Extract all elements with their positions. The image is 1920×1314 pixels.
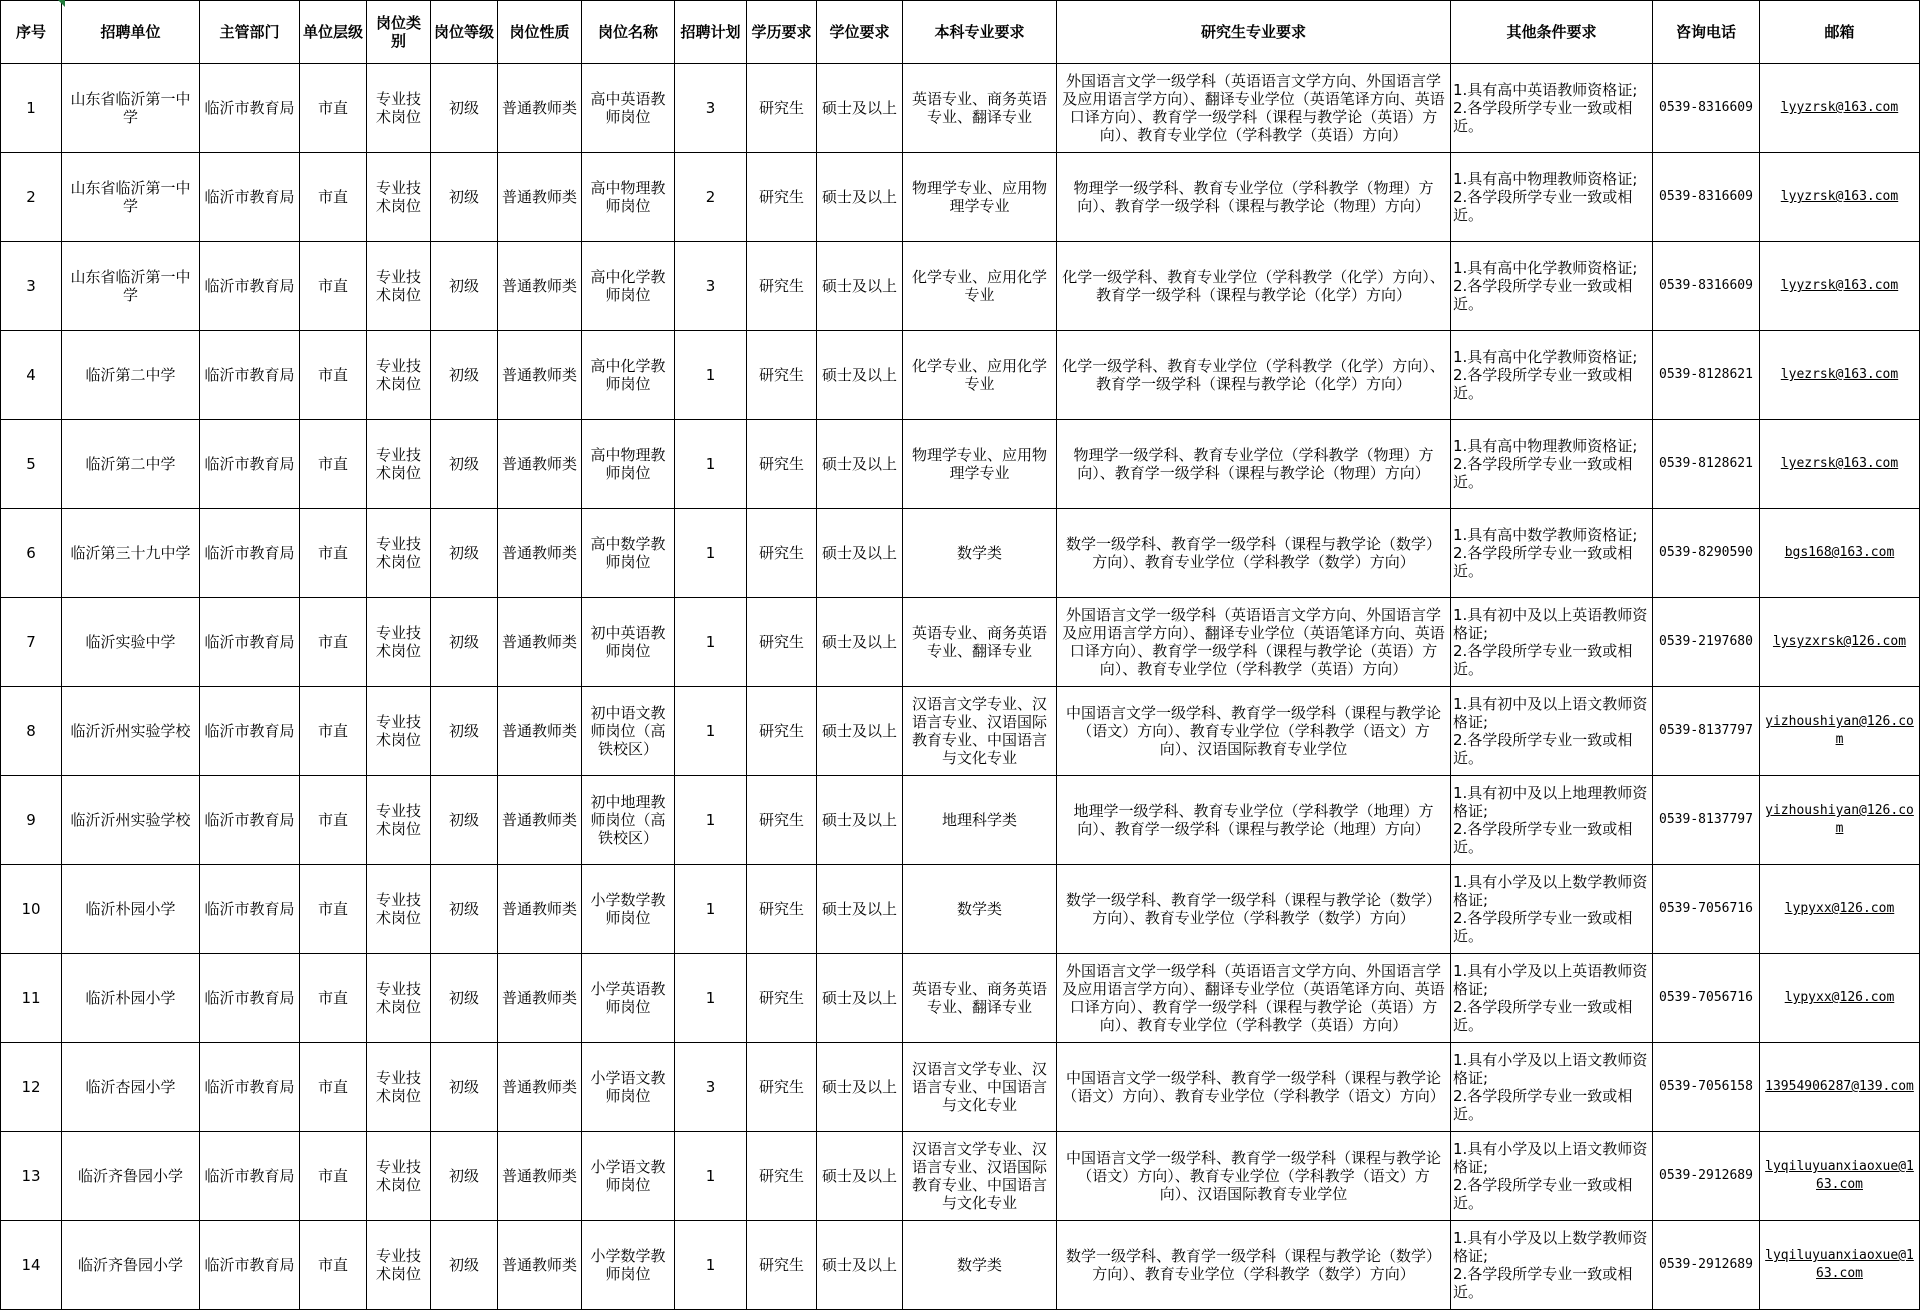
cell-degree[interactable]: 硕士及以上 (817, 776, 903, 865)
cell-phone[interactable]: 0539-8316609 (1653, 242, 1760, 331)
cell-grade[interactable]: 初级 (431, 242, 498, 331)
cell-other[interactable]: 1.具有高中物理教师资格证; 2.各学段所学专业一致或相近。 (1451, 153, 1653, 242)
cell-category[interactable]: 专业技术岗位 (367, 1132, 431, 1221)
cell-phone[interactable]: 0539-8137797 (1653, 687, 1760, 776)
cell-grade[interactable]: 初级 (431, 687, 498, 776)
cell-nature[interactable]: 普通教师类 (498, 865, 582, 954)
cell-unit[interactable]: 临沂齐鲁园小学 (62, 1132, 200, 1221)
cell-plan[interactable]: 1 (675, 598, 747, 687)
cell-other[interactable]: 1.具有小学及以上语文教师资格证; 2.各学段所学专业一致或相近。 (1451, 1043, 1653, 1132)
cell-grad[interactable]: 外国语言文学一级学科（英语语言文学方向、外国语言学及应用语言学方向）、翻译专业学位（英语笔译方向、英语口译方向）、教育学一级学科（课程与教学论（英语）方向）、教育专业学位（学科教学（英语）方向） (1057, 598, 1451, 687)
cell-edu[interactable]: 研究生 (747, 598, 817, 687)
header-cell[interactable]: 研究生专业要求 (1057, 1, 1451, 64)
cell-plan[interactable]: 2 (675, 153, 747, 242)
cell-dept[interactable]: 临沂市教育局 (200, 1043, 300, 1132)
cell-unit[interactable]: 临沂第二中学 (62, 420, 200, 509)
cell-category[interactable]: 专业技术岗位 (367, 64, 431, 153)
cell-email[interactable]: lyyzrsk@163.com (1760, 242, 1920, 331)
table-row (1, 242, 1920, 331)
cell-undergrad[interactable]: 地理科学类 (903, 776, 1057, 865)
cell-email[interactable]: lypyxx@126.com (1760, 865, 1920, 954)
cell-degree[interactable]: 硕士及以上 (817, 1043, 903, 1132)
cell-category[interactable]: 专业技术岗位 (367, 153, 431, 242)
cell-other[interactable]: 1.具有初中及以上语文教师资格证; 2.各学段所学专业一致或相近。 (1451, 687, 1653, 776)
cell-email[interactable]: lyezrsk@163.com (1760, 420, 1920, 509)
cell-undergrad[interactable]: 数学类 (903, 865, 1057, 954)
cell-position[interactable]: 小学英语教师岗位 (582, 954, 675, 1043)
cell-phone[interactable]: 0539-2912689 (1653, 1221, 1760, 1310)
cell-nature[interactable]: 普通教师类 (498, 242, 582, 331)
cell-plan[interactable]: 1 (675, 331, 747, 420)
table-row (1, 153, 1920, 242)
cell-phone[interactable]: 0539-8128621 (1653, 331, 1760, 420)
cell-position[interactable]: 小学语文教师岗位 (582, 1043, 675, 1132)
cell-edu[interactable]: 研究生 (747, 64, 817, 153)
cell-grad[interactable]: 化学一级学科、教育专业学位（学科教学（化学）方向）、教育学一级学科（课程与教学论（化学）方向） (1057, 242, 1451, 331)
cell-unit[interactable]: 山东省临沂第一中学 (62, 242, 200, 331)
header-cell[interactable]: 本科专业要求 (903, 1, 1057, 64)
table-row (1, 1132, 1920, 1221)
cell-dept[interactable]: 临沂市教育局 (200, 598, 300, 687)
cell-unit[interactable]: 临沂杏园小学 (62, 1043, 200, 1132)
cell-plan[interactable]: 1 (675, 1132, 747, 1221)
cell-level[interactable]: 市直 (300, 153, 367, 242)
cell-level[interactable]: 市直 (300, 242, 367, 331)
cell-email[interactable]: lyyzrsk@163.com (1760, 64, 1920, 153)
cell-undergrad[interactable]: 数学类 (903, 1221, 1057, 1310)
cell-dept[interactable]: 临沂市教育局 (200, 776, 300, 865)
cell-nature[interactable]: 普通教师类 (498, 1221, 582, 1310)
cell-grade[interactable]: 初级 (431, 509, 498, 598)
cell-degree[interactable]: 硕士及以上 (817, 865, 903, 954)
cell-position[interactable]: 高中数学教师岗位 (582, 509, 675, 598)
cell-other[interactable]: 1.具有高中化学教师资格证; 2.各学段所学专业一致或相近。 (1451, 242, 1653, 331)
cell-level[interactable]: 市直 (300, 687, 367, 776)
cell-nature[interactable]: 普通教师类 (498, 153, 582, 242)
header-cell[interactable]: 招聘单位 (62, 1, 200, 64)
cell-no[interactable]: 10 (1, 865, 62, 954)
cell-grad[interactable]: 物理学一级学科、教育专业学位（学科教学（物理）方向）、教育学一级学科（课程与教学论（物理）方向） (1057, 420, 1451, 509)
cell-level[interactable]: 市直 (300, 598, 367, 687)
cell-grade[interactable]: 初级 (431, 598, 498, 687)
cell-undergrad[interactable]: 汉语言文学专业、汉语言专业、汉语国际教育专业、中国语言与文化专业 (903, 1132, 1057, 1221)
cell-no[interactable]: 14 (1, 1221, 62, 1310)
cell-nature[interactable]: 普通教师类 (498, 64, 582, 153)
cell-no[interactable]: 6 (1, 509, 62, 598)
cell-other[interactable]: 1.具有高中数学教师资格证; 2.各学段所学专业一致或相近。 (1451, 509, 1653, 598)
cell-edu[interactable]: 研究生 (747, 687, 817, 776)
cell-dept[interactable]: 临沂市教育局 (200, 509, 300, 598)
cell-position[interactable]: 高中化学教师岗位 (582, 242, 675, 331)
cell-phone[interactable]: 0539-8290590 (1653, 509, 1760, 598)
cell-grade[interactable]: 初级 (431, 776, 498, 865)
cell-grad[interactable]: 中国语言文学一级学科、教育学一级学科（课程与教学论（语文）方向）、教育专业学位（学科教学（语文）方向）、汉语国际教育专业学位 (1057, 687, 1451, 776)
cell-grad[interactable]: 中国语言文学一级学科、教育学一级学科（课程与教学论（语文）方向）、教育专业学位（学科教学（语文）方向） (1057, 1043, 1451, 1132)
cell-nature[interactable]: 普通教师类 (498, 776, 582, 865)
cell-degree[interactable]: 硕士及以上 (817, 420, 903, 509)
cell-grad[interactable]: 中国语言文学一级学科、教育学一级学科（课程与教学论（语文）方向）、教育专业学位（学科教学（语文）方向）、汉语国际教育专业学位 (1057, 1132, 1451, 1221)
cell-nature[interactable]: 普通教师类 (498, 1132, 582, 1221)
cell-degree[interactable]: 硕士及以上 (817, 954, 903, 1043)
cell-unit[interactable]: 临沂第三十九中学 (62, 509, 200, 598)
cell-email[interactable]: bgs168@163.com (1760, 509, 1920, 598)
cell-plan[interactable]: 1 (675, 1221, 747, 1310)
header-cell[interactable]: 邮箱 (1760, 1, 1920, 64)
header-cell[interactable]: 咨询电话 (1653, 1, 1760, 64)
cell-grad[interactable]: 化学一级学科、教育专业学位（学科教学（化学）方向）、教育学一级学科（课程与教学论（化学）方向） (1057, 331, 1451, 420)
cell-degree[interactable]: 硕士及以上 (817, 242, 903, 331)
cell-no[interactable]: 11 (1, 954, 62, 1043)
cell-unit[interactable]: 山东省临沂第一中学 (62, 153, 200, 242)
cell-level[interactable]: 市直 (300, 776, 367, 865)
cell-other[interactable]: 1.具有初中及以上英语教师资格证; 2.各学段所学专业一致或相近。 (1451, 598, 1653, 687)
table-row (1, 331, 1920, 420)
cell-position[interactable]: 小学数学教师岗位 (582, 865, 675, 954)
cell-category[interactable]: 专业技术岗位 (367, 954, 431, 1043)
header-cell[interactable]: 岗位等级 (431, 1, 498, 64)
cell-level[interactable]: 市直 (300, 420, 367, 509)
cell-category[interactable]: 专业技术岗位 (367, 509, 431, 598)
cell-degree[interactable]: 硕士及以上 (817, 509, 903, 598)
cell-level[interactable]: 市直 (300, 64, 367, 153)
cell-degree[interactable]: 硕士及以上 (817, 331, 903, 420)
cell-unit[interactable]: 临沂齐鲁园小学 (62, 1221, 200, 1310)
table-body (1, 64, 1920, 1310)
cell-category[interactable]: 专业技术岗位 (367, 687, 431, 776)
cell-nature[interactable]: 普通教师类 (498, 598, 582, 687)
cell-email[interactable]: 13954906287@139.com (1760, 1043, 1920, 1132)
cell-nature[interactable]: 普通教师类 (498, 1043, 582, 1132)
cell-unit[interactable]: 临沂沂州实验学校 (62, 776, 200, 865)
cell-email[interactable]: yizhoushiyan@126.com (1760, 687, 1920, 776)
cell-nature[interactable]: 普通教师类 (498, 509, 582, 598)
header-cell[interactable]: 岗位名称 (582, 1, 675, 64)
cell-level[interactable]: 市直 (300, 1043, 367, 1132)
cell-plan[interactable]: 1 (675, 954, 747, 1043)
header-cell[interactable]: 序号 (1, 1, 62, 64)
cell-category[interactable]: 专业技术岗位 (367, 331, 431, 420)
cell-edu[interactable]: 研究生 (747, 1132, 817, 1221)
cell-phone[interactable]: 0539-8316609 (1653, 64, 1760, 153)
header-cell[interactable]: 学历要求 (747, 1, 817, 64)
header-cell[interactable]: 学位要求 (817, 1, 903, 64)
table-row (1, 954, 1920, 1043)
cell-grade[interactable]: 初级 (431, 1043, 498, 1132)
cell-grade[interactable]: 初级 (431, 64, 498, 153)
cell-plan[interactable]: 1 (675, 776, 747, 865)
cell-category[interactable]: 专业技术岗位 (367, 865, 431, 954)
cell-nature[interactable]: 普通教师类 (498, 954, 582, 1043)
header-cell[interactable]: 主管部门 (200, 1, 300, 64)
cell-phone[interactable]: 0539-8137797 (1653, 776, 1760, 865)
cell-unit[interactable]: 临沂朴园小学 (62, 865, 200, 954)
header-cell[interactable]: 其他条件要求 (1451, 1, 1653, 64)
table-row (1, 64, 1920, 153)
cell-other[interactable]: 1.具有小学及以上数学教师资格证; 2.各学段所学专业一致或相近。 (1451, 865, 1653, 954)
cell-level[interactable]: 市直 (300, 509, 367, 598)
cell-no[interactable]: 13 (1, 1132, 62, 1221)
cell-other[interactable]: 1.具有小学及以上数学教师资格证; 2.各学段所学专业一致或相近。 (1451, 1221, 1653, 1310)
cell-undergrad[interactable]: 英语专业、商务英语专业、翻译专业 (903, 954, 1057, 1043)
table-row (1, 1221, 1920, 1310)
cell-no[interactable]: 9 (1, 776, 62, 865)
cell-undergrad[interactable]: 英语专业、商务英语专业、翻译专业 (903, 598, 1057, 687)
cell-edu[interactable]: 研究生 (747, 865, 817, 954)
cell-grad[interactable]: 物理学一级学科、教育专业学位（学科教学（物理）方向）、教育学一级学科（课程与教学论（物理）方向） (1057, 153, 1451, 242)
cell-edu[interactable]: 研究生 (747, 1043, 817, 1132)
cell-undergrad[interactable]: 化学专业、应用化学专业 (903, 242, 1057, 331)
cell-grade[interactable]: 初级 (431, 954, 498, 1043)
cell-other[interactable]: 1.具有小学及以上语文教师资格证; 2.各学段所学专业一致或相近。 (1451, 1132, 1653, 1221)
cell-plan[interactable]: 3 (675, 1043, 747, 1132)
cell-unit[interactable]: 临沂沂州实验学校 (62, 687, 200, 776)
cell-dept[interactable]: 临沂市教育局 (200, 865, 300, 954)
cell-grade[interactable]: 初级 (431, 331, 498, 420)
cell-edu[interactable]: 研究生 (747, 1221, 817, 1310)
cell-edu[interactable]: 研究生 (747, 420, 817, 509)
cell-edu[interactable]: 研究生 (747, 776, 817, 865)
cell-no[interactable]: 8 (1, 687, 62, 776)
cell-dept[interactable]: 临沂市教育局 (200, 1221, 300, 1310)
cell-edu[interactable]: 研究生 (747, 954, 817, 1043)
cell-email[interactable]: lyyzrsk@163.com (1760, 153, 1920, 242)
cell-category[interactable]: 专业技术岗位 (367, 420, 431, 509)
cell-phone[interactable]: 0539-7056716 (1653, 954, 1760, 1043)
cell-other[interactable]: 1.具有初中及以上地理教师资格证; 2.各学段所学专业一致或相近。 (1451, 776, 1653, 865)
cell-no[interactable]: 12 (1, 1043, 62, 1132)
cell-grad[interactable]: 数学一级学科、教育学一级学科（课程与教学论（数学）方向）、教育专业学位（学科教学（数学）方向） (1057, 509, 1451, 598)
cell-grade[interactable]: 初级 (431, 1132, 498, 1221)
cell-position[interactable]: 小学语文教师岗位 (582, 1132, 675, 1221)
cell-email[interactable]: lysyzxrsk@126.com (1760, 598, 1920, 687)
table-row (1, 687, 1920, 776)
cell-grad[interactable]: 外国语言文学一级学科（英语语言文学方向、外国语言学及应用语言学方向）、翻译专业学位（英语笔译方向、英语口译方向）、教育学一级学科（课程与教学论（英语）方向）、教育专业学位（学科教学（英语）方向） (1057, 64, 1451, 153)
cell-grad[interactable]: 数学一级学科、教育学一级学科（课程与教学论（数学）方向）、教育专业学位（学科教学（数学）方向） (1057, 865, 1451, 954)
cell-phone[interactable]: 0539-7056158 (1653, 1043, 1760, 1132)
cell-category[interactable]: 专业技术岗位 (367, 598, 431, 687)
table-row (1, 776, 1920, 865)
cell-grad[interactable]: 地理学一级学科、教育专业学位（学科教学（地理）方向）、教育学一级学科（课程与教学论（地理）方向） (1057, 776, 1451, 865)
cell-unit[interactable]: 临沂实验中学 (62, 598, 200, 687)
cell-edu[interactable]: 研究生 (747, 509, 817, 598)
cell-other[interactable]: 1.具有小学及以上英语教师资格证; 2.各学段所学专业一致或相近。 (1451, 954, 1653, 1043)
cell-unit[interactable]: 临沂第二中学 (62, 331, 200, 420)
cell-level[interactable]: 市直 (300, 865, 367, 954)
cell-category[interactable]: 专业技术岗位 (367, 242, 431, 331)
cell-dept[interactable]: 临沂市教育局 (200, 153, 300, 242)
cell-other[interactable]: 1.具有高中物理教师资格证; 2.各学段所学专业一致或相近。 (1451, 420, 1653, 509)
cell-edu[interactable]: 研究生 (747, 153, 817, 242)
cell-degree[interactable]: 硕士及以上 (817, 153, 903, 242)
cell-dept[interactable]: 临沂市教育局 (200, 954, 300, 1043)
cell-position[interactable]: 初中英语教师岗位 (582, 598, 675, 687)
cell-dept[interactable]: 临沂市教育局 (200, 1132, 300, 1221)
cell-undergrad[interactable]: 数学类 (903, 509, 1057, 598)
cell-other[interactable]: 1.具有高中化学教师资格证; 2.各学段所学专业一致或相近。 (1451, 331, 1653, 420)
cell-email[interactable]: lyqiluyuanxiaoxue@163.com (1760, 1221, 1920, 1310)
header-cell[interactable]: 岗位性质 (498, 1, 582, 64)
cell-no[interactable]: 1 (1, 64, 62, 153)
cell-level[interactable]: 市直 (300, 1132, 367, 1221)
cell-plan[interactable]: 1 (675, 420, 747, 509)
cell-plan[interactable]: 1 (675, 509, 747, 598)
cell-email[interactable]: lypyxx@126.com (1760, 954, 1920, 1043)
cell-corner-marker (58, 0, 65, 7)
cell-undergrad[interactable]: 物理学专业、应用物理学专业 (903, 153, 1057, 242)
cell-grade[interactable]: 初级 (431, 865, 498, 954)
cell-grade[interactable]: 初级 (431, 420, 498, 509)
cell-undergrad[interactable]: 汉语言文学专业、汉语言专业、中国语言与文化专业 (903, 1043, 1057, 1132)
cell-category[interactable]: 专业技术岗位 (367, 1043, 431, 1132)
cell-plan[interactable]: 3 (675, 64, 747, 153)
cell-degree[interactable]: 硕士及以上 (817, 1132, 903, 1221)
cell-edu[interactable]: 研究生 (747, 242, 817, 331)
cell-undergrad[interactable]: 汉语言文学专业、汉语言专业、汉语国际教育专业、中国语言与文化专业 (903, 687, 1057, 776)
cell-email[interactable]: lyqiluyuanxiaoxue@163.com (1760, 1132, 1920, 1221)
cell-degree[interactable]: 硕士及以上 (817, 1221, 903, 1310)
cell-phone[interactable]: 0539-8128621 (1653, 420, 1760, 509)
cell-level[interactable]: 市直 (300, 331, 367, 420)
cell-email[interactable]: yizhoushiyan@126.com (1760, 776, 1920, 865)
cell-position[interactable]: 初中地理教师岗位（高铁校区） (582, 776, 675, 865)
cell-edu[interactable]: 研究生 (747, 331, 817, 420)
header-cell[interactable]: 招聘计划 (675, 1, 747, 64)
cell-dept[interactable]: 临沂市教育局 (200, 420, 300, 509)
cell-no[interactable]: 2 (1, 153, 62, 242)
cell-category[interactable]: 专业技术岗位 (367, 1221, 431, 1310)
cell-phone[interactable]: 0539-8316609 (1653, 153, 1760, 242)
cell-dept[interactable]: 临沂市教育局 (200, 331, 300, 420)
cell-nature[interactable]: 普通教师类 (498, 420, 582, 509)
header-cell[interactable]: 岗位类别 (367, 1, 431, 64)
cell-grade[interactable]: 初级 (431, 1221, 498, 1310)
cell-phone[interactable]: 0539-7056716 (1653, 865, 1760, 954)
cell-grade[interactable]: 初级 (431, 153, 498, 242)
table-row (1, 598, 1920, 687)
cell-plan[interactable]: 3 (675, 242, 747, 331)
cell-undergrad[interactable]: 物理学专业、应用物理学专业 (903, 420, 1057, 509)
table-row (1, 509, 1920, 598)
cell-no[interactable]: 5 (1, 420, 62, 509)
cell-position[interactable]: 高中化学教师岗位 (582, 331, 675, 420)
cell-position[interactable]: 高中英语教师岗位 (582, 64, 675, 153)
cell-dept[interactable]: 临沂市教育局 (200, 687, 300, 776)
cell-other[interactable]: 1.具有高中英语教师资格证; 2.各学段所学专业一致或相近。 (1451, 64, 1653, 153)
cell-level[interactable]: 市直 (300, 1221, 367, 1310)
cell-grad[interactable]: 数学一级学科、教育学一级学科（课程与教学论（数学）方向）、教育专业学位（学科教学（数学）方向） (1057, 1221, 1451, 1310)
cell-undergrad[interactable]: 化学专业、应用化学专业 (903, 331, 1057, 420)
cell-position[interactable]: 小学数学教师岗位 (582, 1221, 675, 1310)
cell-position[interactable]: 高中物理教师岗位 (582, 153, 675, 242)
cell-nature[interactable]: 普通教师类 (498, 687, 582, 776)
cell-phone[interactable]: 0539-2912689 (1653, 1132, 1760, 1221)
cell-grad[interactable]: 外国语言文学一级学科（英语语言文学方向、外国语言学及应用语言学方向）、翻译专业学位（英语笔译方向、英语口译方向）、教育学一级学科（课程与教学论（英语）方向）、教育专业学位（学科教学（英语）方向） (1057, 954, 1451, 1043)
cell-degree[interactable]: 硕士及以上 (817, 687, 903, 776)
cell-plan[interactable]: 1 (675, 687, 747, 776)
cell-position[interactable]: 高中物理教师岗位 (582, 420, 675, 509)
cell-email[interactable]: lyezrsk@163.com (1760, 331, 1920, 420)
table-row (1, 1043, 1920, 1132)
cell-no[interactable]: 4 (1, 331, 62, 420)
cell-undergrad[interactable]: 英语专业、商务英语专业、翻译专业 (903, 64, 1057, 153)
cell-unit[interactable]: 山东省临沂第一中学 (62, 64, 200, 153)
cell-nature[interactable]: 普通教师类 (498, 331, 582, 420)
table-row (1, 865, 1920, 954)
cell-degree[interactable]: 硕士及以上 (817, 598, 903, 687)
cell-dept[interactable]: 临沂市教育局 (200, 242, 300, 331)
cell-level[interactable]: 市直 (300, 954, 367, 1043)
header-row (1, 1, 1920, 64)
cell-dept[interactable]: 临沂市教育局 (200, 64, 300, 153)
cell-phone[interactable]: 0539-2197680 (1653, 598, 1760, 687)
cell-no[interactable]: 3 (1, 242, 62, 331)
table-row (1, 420, 1920, 509)
cell-unit[interactable]: 临沂朴园小学 (62, 954, 200, 1043)
cell-no[interactable]: 7 (1, 598, 62, 687)
cell-degree[interactable]: 硕士及以上 (817, 64, 903, 153)
cell-position[interactable]: 初中语文教师岗位（高铁校区） (582, 687, 675, 776)
header-cell[interactable]: 单位层级 (300, 1, 367, 64)
cell-category[interactable]: 专业技术岗位 (367, 776, 431, 865)
cell-plan[interactable]: 1 (675, 865, 747, 954)
